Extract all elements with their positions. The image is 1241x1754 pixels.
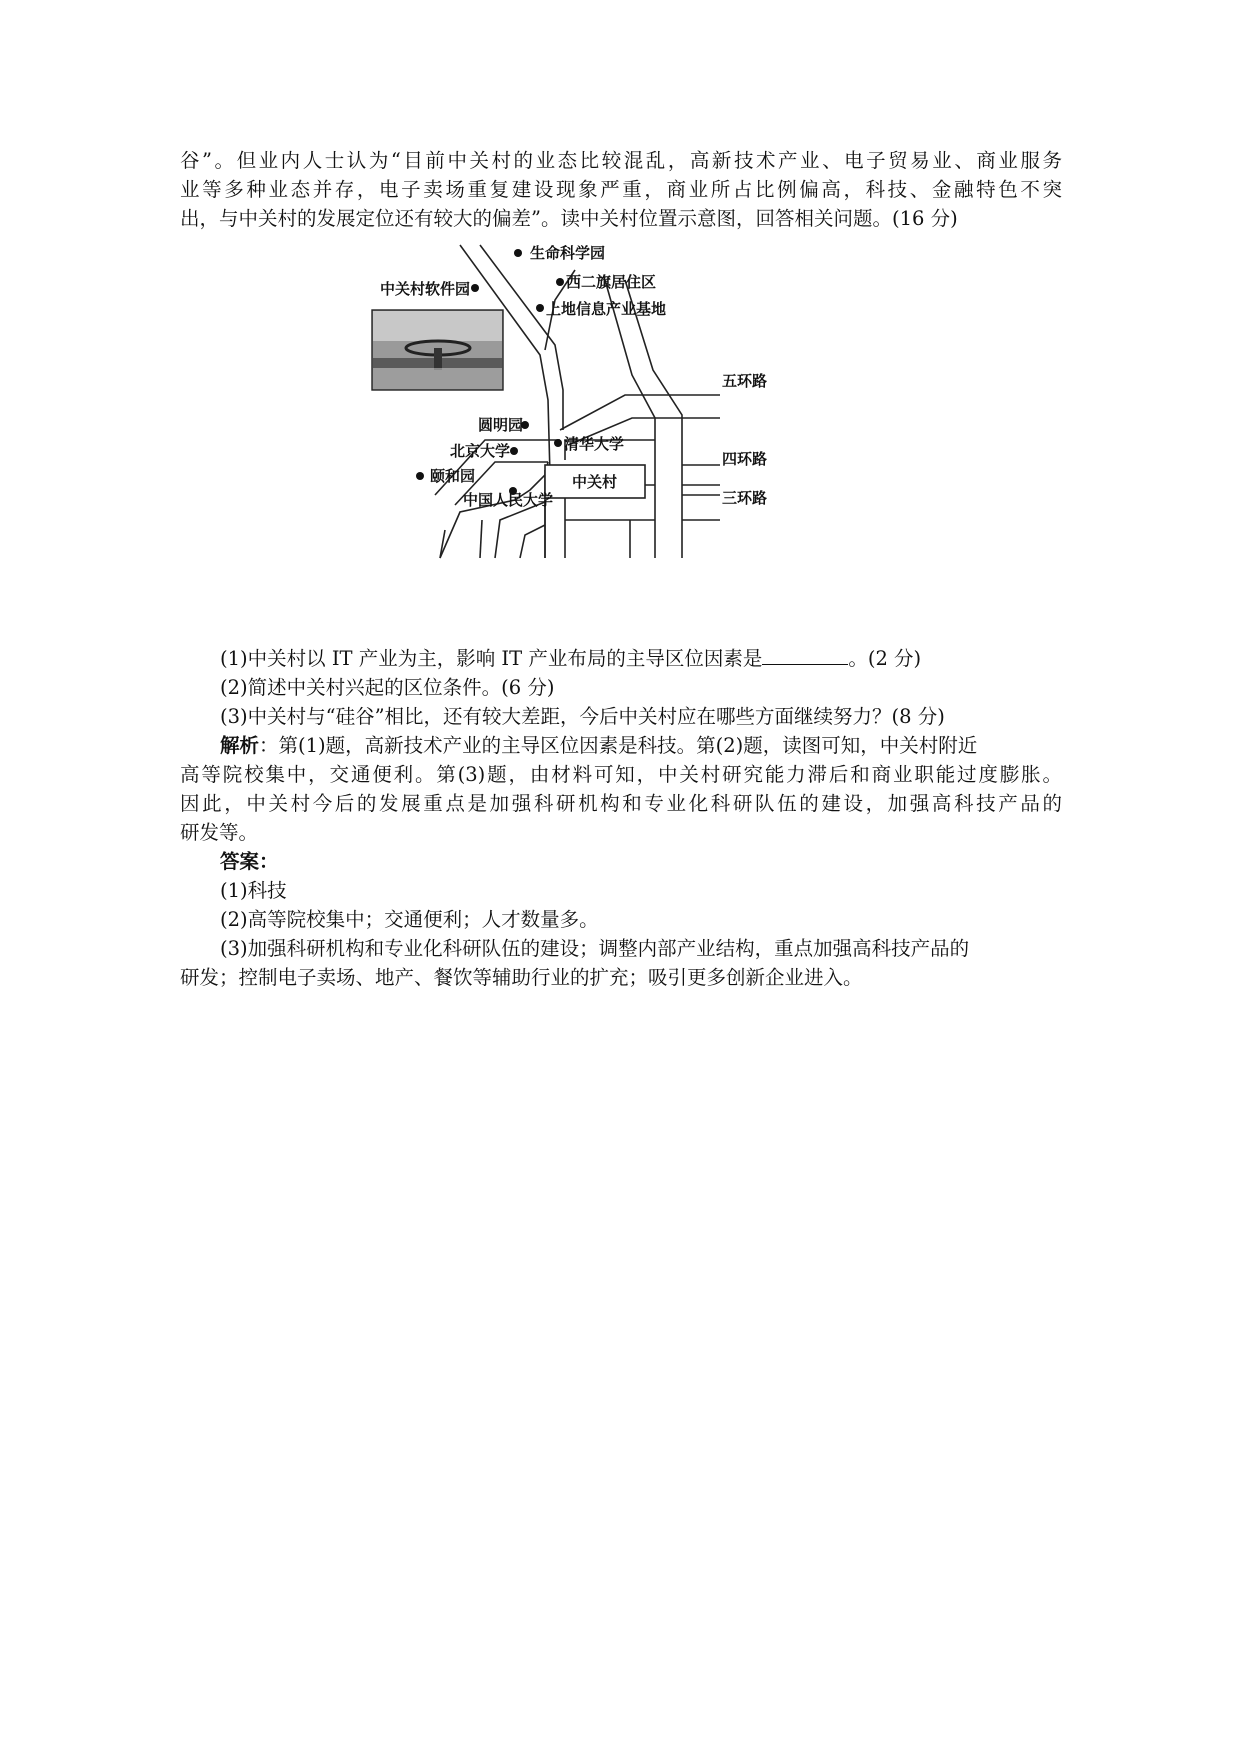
question-2: (2)简述中关村兴起的区位条件。(6 分) [220, 676, 555, 699]
label-xierqi: 西二旗居住区 [566, 273, 657, 291]
dot-xierqi [556, 278, 564, 286]
label-yuanmingyuan: 圆明园 [478, 416, 524, 434]
dot-software-park [471, 284, 479, 292]
answer-3-line-1: (3)加强科研机构和专业化科研队伍的建设；调整内部产业结构，重点加强高科技产品的 [220, 937, 970, 960]
answer-1: (1)科技 [220, 879, 287, 902]
analysis-line-3: 因此，中关村今后的发展重点是加强科研机构和专业化科研队伍的建设，加强高科技产品的 [180, 792, 1062, 815]
zhongguancun-location-map [380, 240, 860, 625]
answer-3-line-2: 研发；控制电子卖场、地产、餐饮等辅助行业的扩充；吸引更多创新企业进入。 [180, 966, 863, 989]
question-1 [180, 644, 1062, 673]
label-zhongguancun: 中关村 [572, 473, 618, 491]
label-life-science-park: 生命科学园 [530, 244, 606, 262]
question-1-points: 。(2 分) [848, 647, 922, 670]
intro-line-1: 谷”。但业内人士认为“目前中关村的业态比较混乱，高新技术产业、电子贸易业、商业服务 [180, 149, 1062, 172]
label-shangdi: 上地信息产业基地 [546, 300, 667, 318]
photo-tower [434, 348, 442, 370]
label-fourth-ring: 四环路 [722, 450, 768, 468]
analysis-line-4: 研发等。 [180, 821, 259, 844]
label-third-ring: 三环路 [722, 489, 768, 507]
label-fifth-ring: 五环路 [722, 372, 768, 390]
label-software-park: 中关村软件园 [380, 280, 471, 298]
answer-blank [762, 645, 848, 665]
fifth-ring-upper [560, 395, 720, 430]
third-ring-west-upper [495, 502, 545, 558]
photo-snow [373, 368, 502, 389]
software-park-photo [372, 310, 503, 390]
questions-and-answers [180, 644, 1062, 992]
label-peking-univ: 北京大学 [450, 442, 511, 460]
third-ring-west-lower [520, 525, 545, 558]
question-3: (3)中关村与“硅谷”相比，还有较大差距，今后中关村应在哪些方面继续努力？(8 分) [220, 705, 945, 728]
road-network [435, 245, 720, 558]
dot-shangdi [536, 304, 544, 312]
road-ne-right [625, 280, 682, 558]
label-renmin-univ: 中国人民大学 [463, 491, 554, 509]
label-tsinghua: 清华大学 [564, 435, 625, 453]
intro-line-2: 业等多种业态并存，电子卖场重复建设现象严重，商业所占比例偏高，科技、金融特色不突 [180, 178, 1062, 201]
dot-summer-palace [416, 472, 424, 480]
question-1-text: (1)中关村以 IT 产业为主，影响 IT 产业布局的主导区位因素是 [220, 647, 763, 670]
analysis-line-1 [180, 731, 1062, 760]
answer-2: (2)高等院校集中；交通便利；人才数量多。 [220, 908, 599, 931]
intro-paragraph [180, 146, 1062, 233]
road-south-west [480, 520, 482, 558]
dot-tsinghua [554, 439, 562, 447]
intro-line-3: 出，与中关村的发展定位还有较大的偏差”。读中关村位置示意图，回答相关问题。(16 分) [180, 207, 958, 230]
label-summer-palace: 颐和园 [430, 467, 476, 485]
dot-peking-univ [510, 447, 518, 455]
dot-life-science-park [514, 249, 522, 257]
analysis-label: 解析 [220, 734, 260, 757]
answer-label: 答案： [220, 850, 279, 873]
analysis-line-2: 高等院校集中，交通便利。第(3)题，由材料可知，中关村研究能力滞后和商业职能过度膨胀。 [180, 763, 1062, 786]
photo-sky [373, 311, 502, 341]
analysis-text-1: ：第(1)题，高新技术产业的主导区位因素是科技。第(2)题，读图可知，中关村附近 [259, 734, 978, 757]
